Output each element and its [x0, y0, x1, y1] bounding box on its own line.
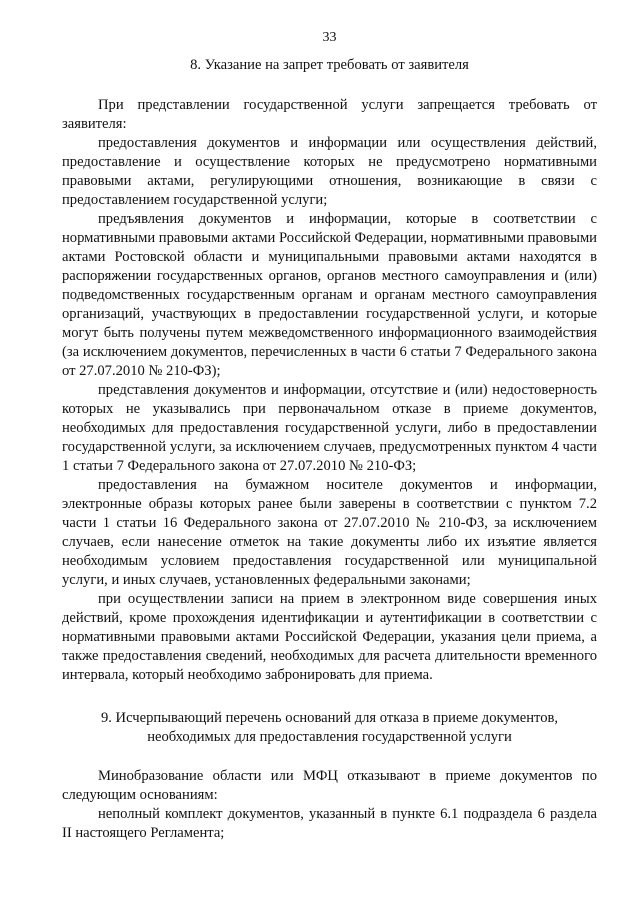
section-8-paragraph-6: при осуществлении записи на прием в электронном виде совершения иных действий, кроме прохождения идентификации и аутентификации в соответствии с нормативными правовыми актами Российской Федерации, указания цели приема, а также предоставления сведений, необходимых для расчета длительности временного интервала, который необходимо забронировать для приема.: [62, 591, 597, 683]
section-8-paragraph-2: предоставления документов и информации или осуществления действий, предоставление и осуществление которых не предусмотрено нормативными правовыми актами, регулирующими отношения, возникающие в связи с предоставлением государственной услуги;: [62, 135, 597, 208]
section-9-heading-line-2: необходимых для предоставления государственной услуги: [147, 729, 512, 745]
section-8-paragraph-1: При представлении государственной услуги запрещается требовать от заявителя:: [62, 97, 597, 132]
section-8-paragraph-4: представления документов и информации, отсутствие и (или) недостоверность которых не указывались при первоначальном отказе в приеме документов, необходимых для предоставления государственной услуги, либо в предоставлении государственной услуги, за исключением случаев, предусмотренных пунктом 4 части 1 статьи 7 Федерального закона от 27.07.2010 № 210-ФЗ;: [62, 382, 597, 474]
page-number: 33: [322, 30, 337, 45]
document-page: [62, 28, 597, 843]
section-9-heading-line-1: 9. Исчерпывающий перечень оснований для отказа в приеме документов,: [100, 710, 559, 726]
section-9-paragraph-2: неполный комплект документов, указанный в пункте 6.1 подраздела 6 раздела II настоящего Регламента;: [62, 806, 597, 841]
section-9-paragraph-1: Минобразование области или МФЦ отказывают в приеме документов по следующим основаниям:: [62, 768, 597, 803]
section-8-paragraph-3: предъявления документов и информации, которые в соответствии с нормативными правовыми актами Российской Федерации, нормативными правовыми актами Ростовской области и муниципальными правовыми актами находятся в распоряжении государственных органов, органов местного самоуправления и (или) подведомственных государственным органам и органам местного самоуправления организаций, участвующих в предоставлении государственной услуги, и которые могут быть получены путем межведомственного информационного взаимодействия (за исключением документов, перечисленных в части 6 статьи 7 Федерального закона от 27.07.2010 № 210-ФЗ);: [62, 211, 597, 379]
section-8-paragraph-5: предоставления на бумажном носителе документов и информации, электронные образы которых ранее были заверены в соответствии с пунктом 7.2 части 1 статьи 16 Федерального закона от 27.07.2010 № 210-ФЗ, за исключением случаев, если нанесение отметок на такие документы либо их изъятие является необходимым условием предоставления государственной или муниципальной услуги, и иных случаев, установленных федеральными законами;: [62, 477, 597, 588]
section-9-heading: [62, 709, 597, 747]
section-8-heading: 8. Указание на запрет требовать от заявителя: [190, 57, 469, 73]
